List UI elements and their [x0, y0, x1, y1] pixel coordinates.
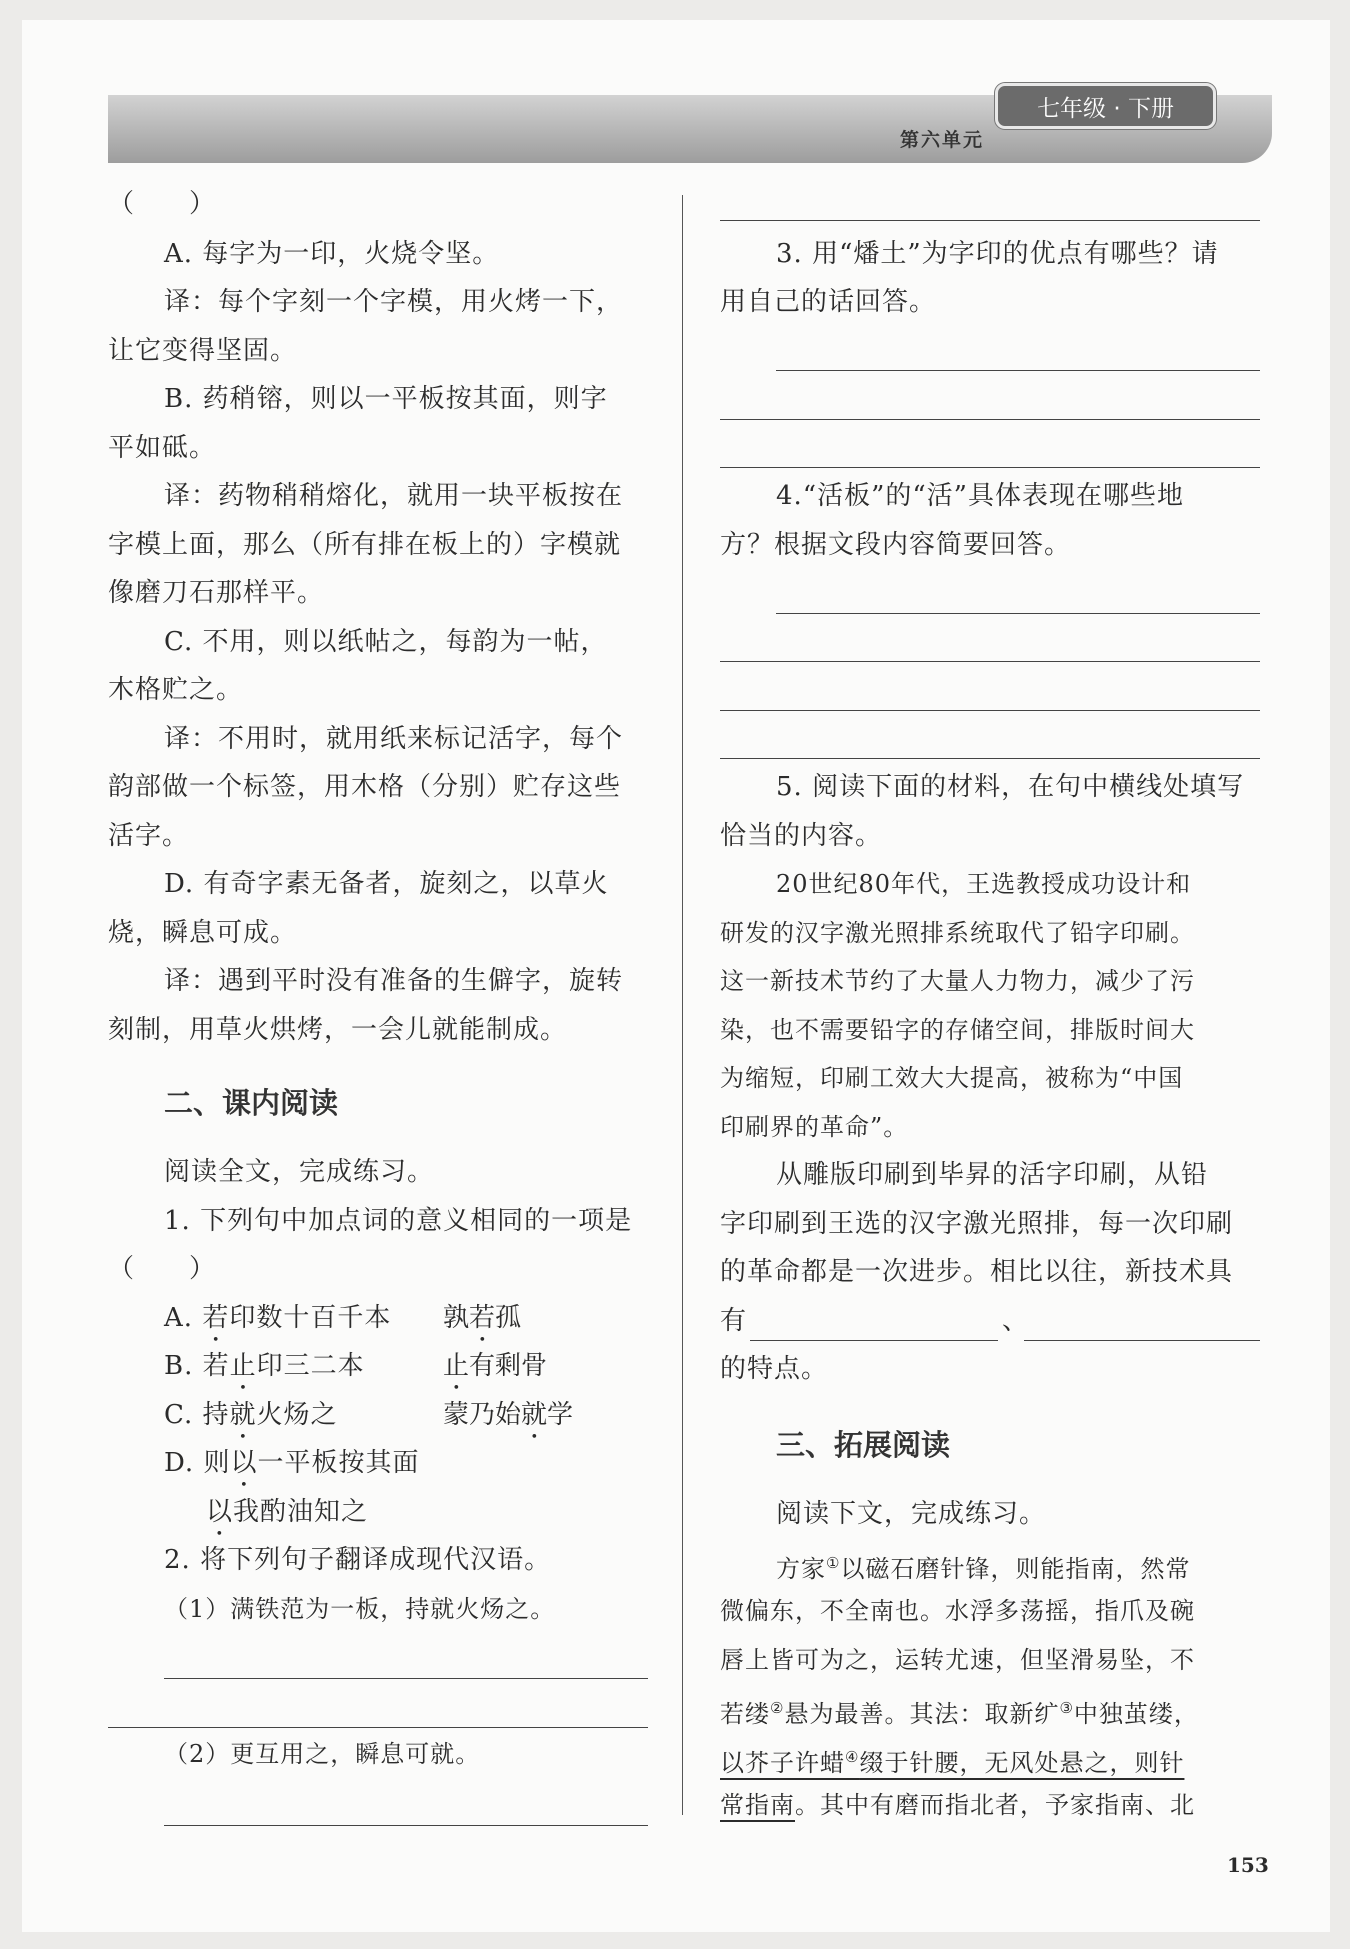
translation-b-3: 像磨刀石那样平。 — [108, 578, 325, 608]
question-1-bracket: （ ） — [108, 1254, 217, 1284]
translation-a-2: 让它变得坚固。 — [108, 336, 298, 366]
material-line-6: 印刷界的革命”。 — [720, 1113, 909, 1141]
fill-blank-1[interactable] — [750, 1340, 998, 1341]
option-d-2: 烧，瞬息可成。 — [108, 918, 298, 948]
text-line-1: 方家①以磁石磨针锋，则能指南，然常 — [776, 1554, 1191, 1583]
option-c-2: 木格贮之。 — [108, 675, 244, 705]
question-4-line-2: 方？根据文段内容简要回答。 — [720, 530, 1072, 560]
instruction-3: 阅读下文，完成练习。 — [776, 1499, 1047, 1529]
translation-b-1: 译：药物稍稍熔化，就用一块平板按在 — [164, 481, 624, 511]
q1-option-d: D. 则以一平板按其面 — [164, 1448, 420, 1478]
translation-a-1: 译：每个字刻一个字模，用火烤一下， — [164, 287, 624, 317]
question-2-sentence-2: （2）更互用之，瞬息可就。 — [164, 1740, 481, 1768]
translation-c-1: 译：不用时，就用纸来标记活字，每个 — [164, 724, 624, 754]
material-line-5: 为缩短，印刷工效大大提高，被称为“中国 — [720, 1064, 1184, 1092]
q1-option-b-compare: 止有剩骨 — [443, 1351, 548, 1381]
question-2-sentence-1: （1）满铁范为一板，持就火炀之。 — [164, 1595, 556, 1623]
q1-option-a: A. 若印数十百千本 — [164, 1303, 392, 1333]
answer-line[interactable] — [720, 419, 1260, 420]
text-line-3: 唇上皆可为之，运转尤速，但坚滑易坠，不 — [720, 1646, 1195, 1674]
unit-label: 第六单元 — [900, 129, 985, 151]
answer-bracket: （ ） — [108, 189, 217, 219]
page-number: 153 — [1227, 1853, 1269, 1877]
text-line-5-underlined: 以芥子许蜡④缀于针腰，无风处悬之，则针 — [720, 1748, 1185, 1777]
answer-line[interactable] — [720, 220, 1260, 221]
answer-line[interactable] — [720, 467, 1260, 468]
grade-tab: 七年级 · 下册 — [995, 83, 1216, 129]
q1-option-a-compare: 孰若孤 — [443, 1303, 522, 1333]
text-line-4: 若缕②悬为最善。其法：取新纩③中独茧缕， — [720, 1699, 1199, 1728]
section-heading-2: 二、课内阅读 — [164, 1086, 339, 1120]
q1-option-b: B. 若止印三二本 — [164, 1351, 365, 1381]
passage-line-4-sep: 、 — [1002, 1306, 1030, 1336]
option-b-1: B. 药稍镕，则以一平板按其面，则字 — [164, 384, 608, 414]
material-line-4: 染，也不需要铅字的存储空间，排版时间大 — [720, 1016, 1195, 1044]
translation-c-3: 活字。 — [108, 821, 190, 851]
question-5-line-1: 5. 阅读下面的材料，在句中横线处填写 — [776, 772, 1245, 802]
question-3-line-1: 3. 用“燔土”为字印的优点有哪些？请 — [776, 239, 1219, 269]
answer-line[interactable] — [776, 613, 1260, 614]
column-divider — [682, 195, 683, 1815]
q1-option-c-compare: 蒙乃始就学 — [443, 1400, 574, 1430]
passage-line-1: 从雕版印刷到毕昇的活字印刷，从铅 — [776, 1160, 1209, 1190]
material-line-3: 这一新技术节约了大量人力物力，减少了污 — [720, 967, 1195, 995]
instruction: 阅读全文，完成练习。 — [164, 1157, 435, 1187]
q1-option-c: C. 持就火炀之 — [164, 1400, 338, 1430]
answer-line[interactable] — [164, 1825, 648, 1826]
passage-line-4-start: 有 — [720, 1306, 748, 1336]
passage-line-5: 的特点。 — [720, 1354, 829, 1384]
section-heading-3: 三、拓展阅读 — [776, 1428, 951, 1462]
q1-option-d-compare: 以我酌油知之 — [206, 1497, 369, 1527]
question-5-line-2: 恰当的内容。 — [720, 821, 883, 851]
passage-line-2: 字印刷到王选的汉字激光照排，每一次印刷 — [720, 1209, 1234, 1239]
answer-line[interactable] — [720, 661, 1260, 662]
fill-blank-2[interactable] — [1024, 1340, 1260, 1341]
text-line-6: 常指南。其中有磨而指北者，予家指南、北 — [720, 1791, 1195, 1819]
translation-b-2: 字模上面，那么（所有排在板上的）字模就 — [108, 530, 622, 560]
answer-line[interactable] — [776, 370, 1260, 371]
material-line-2: 研发的汉字激光照排系统取代了铅字印刷。 — [720, 919, 1195, 947]
material-line-1: 20世纪80年代，王选教授成功设计和 — [776, 870, 1192, 898]
question-1-line-1: 1. 下列句中加点词的意义相同的一项是 — [164, 1206, 633, 1236]
option-d-1: D. 有奇字素无备者，旋刻之，以草火 — [164, 869, 609, 899]
passage-line-3: 的革命都是一次进步。相比以往，新技术具 — [720, 1257, 1234, 1287]
answer-line[interactable] — [108, 1727, 648, 1728]
answer-line[interactable] — [720, 758, 1260, 759]
translation-d-2: 刻制，用草火烘烤，一会儿就能制成。 — [108, 1015, 568, 1045]
option-b-2: 平如砥。 — [108, 433, 217, 463]
option-a: A. 每字为一印，火烧令坚。 — [164, 239, 500, 269]
question-2: 2. 将下列句子翻译成现代汉语。 — [164, 1545, 552, 1575]
translation-c-2: 韵部做一个标签，用木格（分别）贮存这些 — [108, 772, 622, 802]
question-4-line-1: 4.“活板”的“活”具体表现在哪些地 — [776, 481, 1184, 511]
question-3-line-2: 用自己的话回答。 — [720, 287, 937, 317]
translation-d-1: 译：遇到平时没有准备的生僻字，旋转 — [164, 966, 624, 996]
option-c-1: C. 不用，则以纸帖之，每韵为一帖， — [164, 627, 608, 657]
answer-line[interactable] — [720, 710, 1260, 711]
answer-line[interactable] — [164, 1678, 648, 1679]
text-line-2: 微偏东，不全南也。水浮多荡摇，指爪及碗 — [720, 1597, 1195, 1625]
